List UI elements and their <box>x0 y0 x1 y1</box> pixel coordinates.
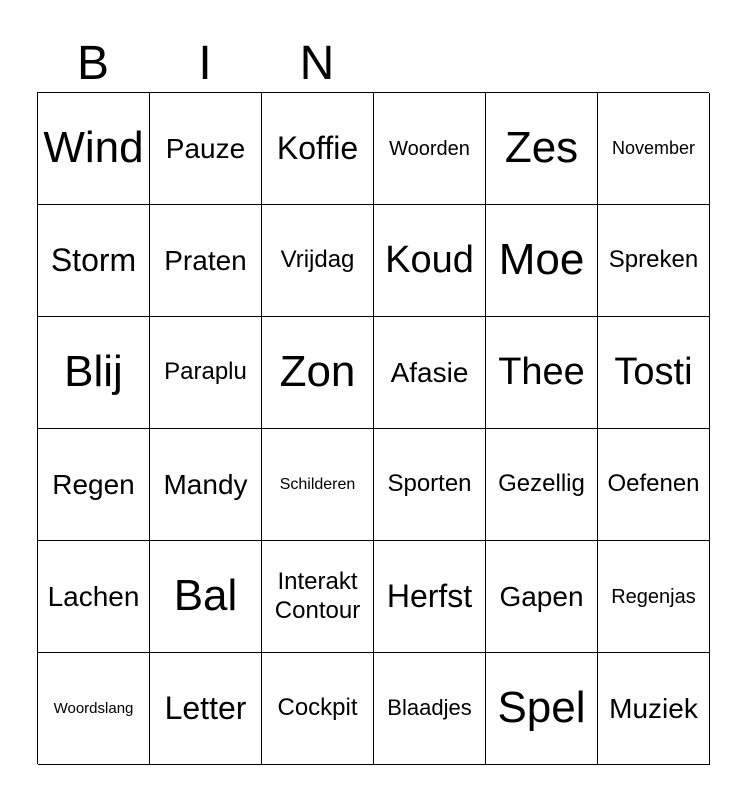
bingo-cell[interactable] <box>374 205 486 317</box>
cell-text: Mandy <box>163 468 248 500</box>
cell-text: Gapen <box>499 580 584 612</box>
header-letter-4 <box>373 36 485 92</box>
cell-text: Oefenen <box>607 470 700 498</box>
cell-text: Spreken <box>608 246 699 274</box>
cell-text: Letter <box>164 690 247 727</box>
cell-text: Blaadjes <box>387 695 472 721</box>
cell-text: Wind <box>43 123 144 173</box>
cell-text: Bal <box>173 571 238 621</box>
cell-text: Gezellig <box>498 470 585 498</box>
bingo-cell[interactable] <box>374 317 486 429</box>
bingo-cell[interactable] <box>486 205 598 317</box>
cell-text: Spel <box>497 683 586 733</box>
bingo-cell[interactable] <box>598 653 710 765</box>
bingo-cell[interactable] <box>486 429 598 541</box>
cell-text: Zes <box>504 123 579 173</box>
cell-text: Koffie <box>276 130 359 167</box>
cell-text: Zon <box>279 347 356 397</box>
cell-text: Schilderen <box>279 475 356 493</box>
bingo-cell[interactable] <box>486 653 598 765</box>
header-letter-5 <box>485 36 597 92</box>
bingo-cell[interactable] <box>150 653 262 765</box>
bingo-header <box>37 36 709 92</box>
bingo-cell[interactable] <box>598 429 710 541</box>
bingo-cell[interactable] <box>486 541 598 653</box>
cell-text: Woordslang <box>53 699 134 717</box>
bingo-cell[interactable] <box>374 93 486 205</box>
bingo-cell[interactable] <box>262 541 374 653</box>
header-letter-i: I <box>198 37 212 90</box>
cell-text: Moe <box>498 235 585 285</box>
bingo-cell[interactable] <box>374 653 486 765</box>
bingo-cell[interactable] <box>262 429 374 541</box>
cell-text: Vrijdag <box>280 246 355 274</box>
header-letter-6 <box>597 36 709 92</box>
bingo-cell[interactable] <box>38 93 150 205</box>
bingo-cell[interactable] <box>150 429 262 541</box>
bingo-cell[interactable] <box>374 429 486 541</box>
bingo-cell[interactable] <box>38 541 150 653</box>
bingo-cell[interactable] <box>38 205 150 317</box>
cell-text: Koud <box>385 238 474 281</box>
bingo-cell[interactable] <box>486 93 598 205</box>
cell-text: Blij <box>64 347 123 397</box>
bingo-cell[interactable] <box>150 317 262 429</box>
cell-text: Thee <box>498 350 585 393</box>
bingo-cell[interactable] <box>598 205 710 317</box>
bingo-cell[interactable] <box>262 93 374 205</box>
header-letter-b: B <box>76 37 109 90</box>
bingo-cell[interactable] <box>598 93 710 205</box>
cell-text: Afasie <box>390 356 469 388</box>
cell-text: Woorden <box>389 137 470 160</box>
cell-text: Muziek <box>609 692 698 724</box>
bingo-cell[interactable] <box>38 429 150 541</box>
bingo-cell[interactable] <box>150 205 262 317</box>
cell-text: Storm <box>50 242 137 279</box>
bingo-cell[interactable] <box>150 541 262 653</box>
bingo-card-grid <box>37 92 709 764</box>
cell-text: Paraplu <box>164 358 247 386</box>
bingo-cell[interactable] <box>262 317 374 429</box>
header-letter-n: N <box>299 37 335 90</box>
cell-text: Pauze <box>165 132 246 164</box>
cell-text: Tosti <box>614 350 693 393</box>
cell-text: Praten <box>164 244 247 276</box>
cell-text: Herfst <box>386 578 473 615</box>
cell-text: Regenjas <box>611 585 696 608</box>
bingo-cell[interactable] <box>486 317 598 429</box>
bingo-cell[interactable] <box>598 317 710 429</box>
cell-text: Lachen <box>47 580 140 612</box>
bingo-cell[interactable] <box>38 653 150 765</box>
cell-text: November <box>611 137 696 158</box>
bingo-cell[interactable] <box>150 93 262 205</box>
bingo-cell[interactable] <box>262 205 374 317</box>
cell-text: Cockpit <box>277 694 358 722</box>
bingo-cell[interactable] <box>38 317 150 429</box>
bingo-cell[interactable] <box>262 653 374 765</box>
bingo-cell[interactable] <box>598 541 710 653</box>
cell-text: Interakt Contour <box>274 567 361 624</box>
cell-text: Regen <box>52 468 135 500</box>
bingo-cell[interactable] <box>374 541 486 653</box>
cell-text: Sporten <box>387 470 472 498</box>
